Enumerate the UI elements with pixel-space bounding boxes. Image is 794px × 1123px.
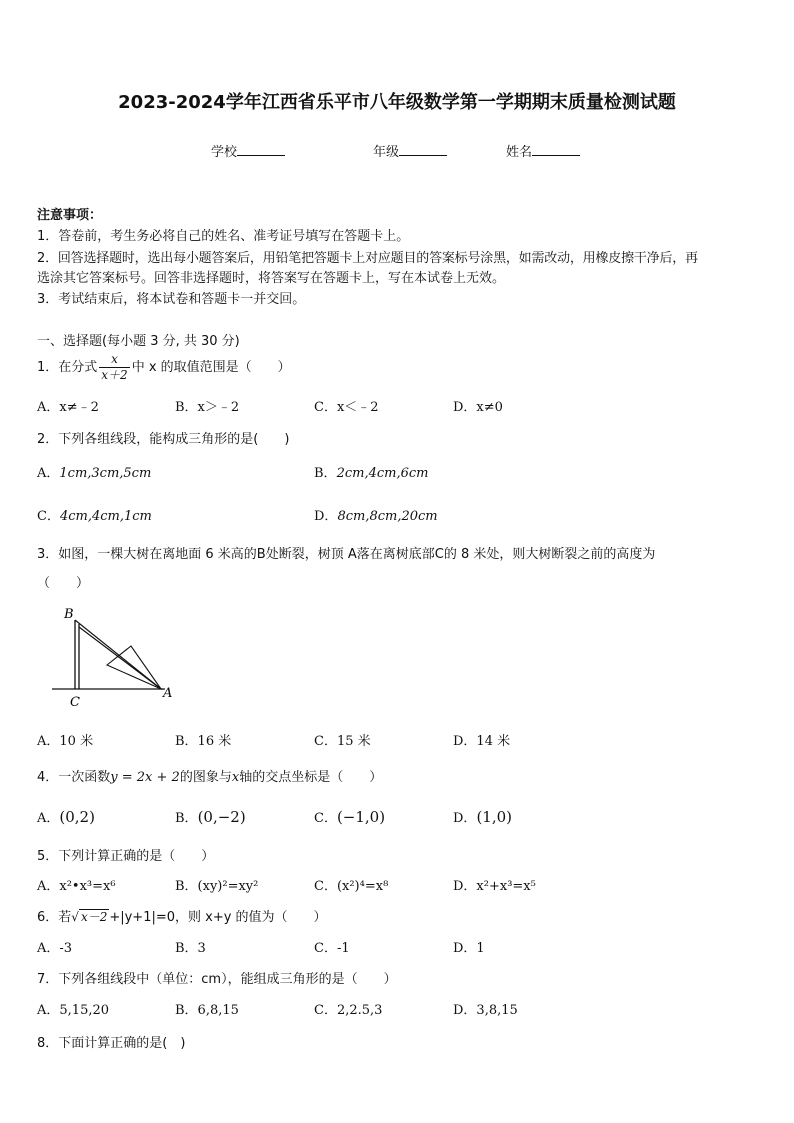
q1-option-b[interactable]: B．x＞﹣2: [175, 400, 240, 415]
q5-option-d[interactable]: D．x²+x³=x⁵: [453, 879, 536, 894]
q1-denominator: x＋2: [101, 368, 128, 382]
q4-suffix: 轴的交点坐标是（ ）: [239, 770, 383, 785]
q7-option-b[interactable]: B．6,8,15: [175, 1003, 239, 1018]
label-a: A: [163, 686, 173, 701]
q2-option-c-value: 4cm,4cm,1cm: [59, 509, 152, 524]
q2-option-d-letter: D．: [314, 509, 338, 524]
question-1: [37, 352, 291, 383]
q4-option-d[interactable]: [453, 807, 512, 826]
q1-option-a[interactable]: A．x≠﹣2: [37, 400, 99, 415]
question-6: [37, 906, 327, 925]
q5-option-b[interactable]: B．(xy)²=xy²: [175, 879, 259, 894]
q4-prefix: 4．一次函数: [37, 770, 111, 785]
q3-option-a[interactable]: A．10 米: [37, 734, 94, 749]
grade-blank: [399, 144, 447, 156]
name-field: [506, 141, 580, 160]
q7-option-c[interactable]: C．2,2.5,3: [314, 1003, 383, 1018]
question-5: 5．下列计算正确的是（ ）: [37, 849, 215, 864]
section-heading: 一、选择题(每小题 3 分, 共 30 分): [37, 334, 240, 349]
q4-option-b-value: (0,−2): [197, 808, 246, 826]
notice-heading: 注意事项：: [37, 208, 103, 223]
question-4: [37, 766, 382, 785]
q5-option-c[interactable]: C．(x²)⁴=x⁸: [314, 879, 389, 894]
q6-option-b[interactable]: B．3: [175, 941, 206, 956]
q6-suffix: +|y+1|=0，则 x+y 的值为（ ）: [109, 910, 327, 925]
q4-expression: y = 2x + 2: [110, 770, 180, 785]
school-field: [211, 141, 285, 160]
school-label: 学校: [211, 145, 238, 160]
q6-radicand: x－2: [80, 910, 108, 924]
notice-item-1: 1．答卷前，考生务必将自己的姓名、准考证号填写在答题卡上。: [37, 229, 410, 244]
tree-diagram: [50, 603, 190, 713]
q2-option-d-value: 8cm,8cm,20cm: [337, 509, 438, 524]
q4-option-a[interactable]: [37, 807, 95, 826]
q3-option-c[interactable]: C．15 米: [314, 734, 371, 749]
q6-option-a[interactable]: A．-3: [37, 941, 73, 956]
q2-option-a-value: 1cm,3cm,5cm: [59, 466, 152, 481]
q6-prefix: 6．若: [37, 910, 72, 925]
q6-sqrt: √ x－2: [71, 910, 108, 924]
q4-option-b[interactable]: [175, 807, 246, 826]
q1-numerator: x: [99, 352, 129, 368]
question-7: 7．下列各组线段中（单位：cm），能组成三角形的是（ ）: [37, 972, 397, 987]
q4-option-c[interactable]: [314, 807, 385, 826]
grade-field: [373, 141, 447, 160]
q1-option-d[interactable]: D．x≠0: [453, 400, 503, 415]
q1-option-c[interactable]: C．x＜﹣2: [314, 400, 379, 415]
q2-option-a-letter: A．: [37, 466, 60, 481]
notice-item-2b: 选涂其它答案标号。回答非选择题时，将答案写在答题卡上，写在本试卷上无效。: [37, 271, 506, 286]
question-8: 8．下面计算正确的是( ): [37, 1036, 186, 1051]
q4-option-a-value: (0,2): [59, 808, 95, 826]
q4-option-c-letter: C．: [314, 811, 337, 826]
grade-label: 年级: [373, 145, 400, 160]
q4-option-a-letter: A．: [37, 811, 60, 826]
notice-item-3: 3．考试结束后，将本试卷和答题卡一并交回。: [37, 292, 306, 307]
q7-option-a[interactable]: A．5,15,20: [37, 1003, 110, 1018]
q2-option-b[interactable]: [314, 462, 428, 481]
q1-prefix: 1．在分式: [37, 360, 98, 375]
q1-suffix: 中 x 的取值范围是（ ）: [131, 360, 291, 375]
q4-option-d-value: (1,0): [476, 808, 512, 826]
q3-answer-paren: （ ）: [37, 576, 90, 591]
q6-option-c[interactable]: C．-1: [314, 941, 350, 956]
name-label: 姓名: [506, 145, 533, 160]
label-b: B: [64, 607, 74, 622]
q3-option-d[interactable]: D．14 米: [453, 734, 511, 749]
school-blank: [237, 144, 285, 156]
q6-option-d[interactable]: D．1: [453, 941, 485, 956]
q2-option-b-value: 2cm,4cm,6cm: [336, 466, 429, 481]
q1-fraction: [99, 352, 129, 383]
q2-option-c[interactable]: [37, 505, 152, 524]
q4-option-c-value: (−1,0): [336, 808, 386, 826]
q4-option-b-letter: B．: [175, 811, 198, 826]
exam-title: 2023-2024学年江西省乐平市八年级数学第一学期期末质量检测试题: [118, 92, 676, 113]
q3-option-b[interactable]: B．16 米: [175, 734, 232, 749]
q4-option-d-letter: D．: [453, 811, 477, 826]
question-2: 2．下列各组线段，能构成三角形的是( ): [37, 432, 290, 447]
broken-top-lower: [79, 627, 161, 689]
question-3: 3．如图，一棵大树在离地面 6 米高的B处断裂，树顶 A落在离树底部C的 8 米处，则大树断裂之前的高度为: [37, 547, 656, 562]
q2-option-c-letter: C．: [37, 509, 60, 524]
q5-option-a[interactable]: A．x²•x³=x⁶: [37, 879, 116, 894]
q7-option-d[interactable]: D．3,8,15: [453, 1003, 518, 1018]
q2-option-b-letter: B．: [314, 466, 337, 481]
name-blank: [532, 144, 580, 156]
q4-middle: 的图象与: [179, 770, 232, 785]
q2-option-d[interactable]: [314, 505, 438, 524]
notice-item-2a: 2．回答选择题时，选出每小题答案后，用铅笔把答题卡上对应题目的答案标号涂黑，如需改动，用橡皮擦干净后，再: [37, 251, 698, 266]
label-c: C: [70, 695, 80, 710]
q4-variable: x: [231, 770, 240, 785]
q2-option-a[interactable]: [37, 462, 151, 481]
